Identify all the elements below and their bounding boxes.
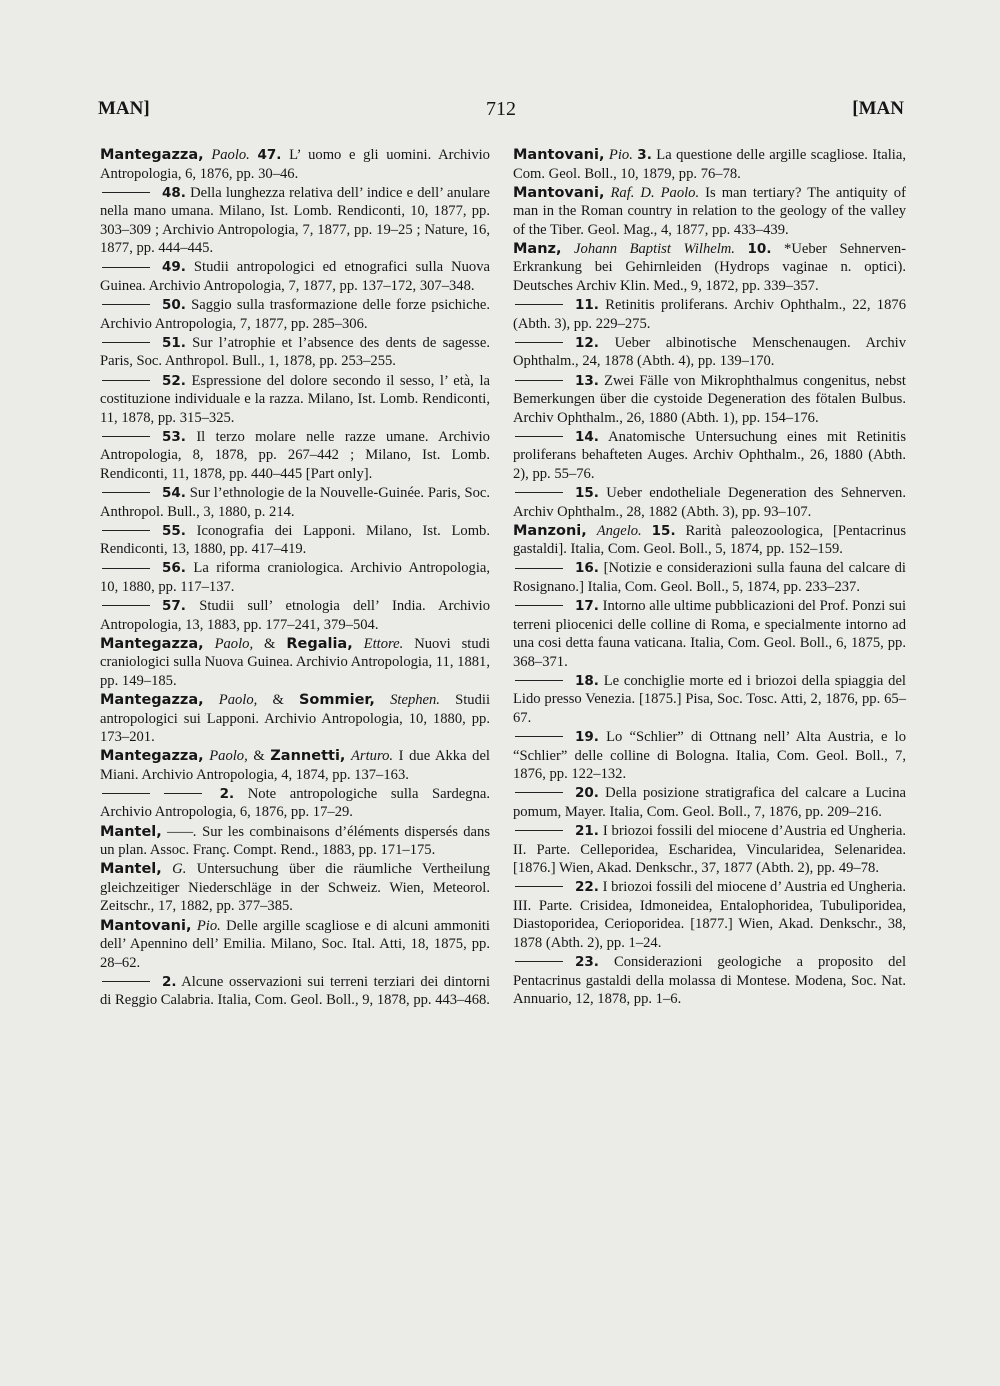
bibliography-entry [513,146,906,183]
entry-number: 49. [162,259,186,276]
entry-number: 22. [575,879,599,896]
coauthor-name: Regalia, [286,635,353,652]
entry-number: 10. [747,240,772,257]
ditto-rule [102,568,150,569]
entry-text: Sur l’ethnologie de la Nouvelle-Guinée. Paris, Soc. Anthropol. Bull., 3, 1880, p. 214. [100,485,490,520]
entry-number: 54. [162,485,186,501]
bibliography-subentry [513,559,906,596]
bibliography-subentry [100,258,490,295]
bibliography-subentry [513,953,906,1009]
ditto-rule [164,793,202,794]
right-column [513,146,906,1009]
entry-number: 23. [575,954,599,971]
header-right: [MAN [852,98,904,119]
entry-number: 3. [637,147,652,163]
author-given-name: Pio. [196,917,221,934]
entry-number: 20. [575,785,599,802]
entry-text: Alcune osservazioni sui terreni terziari dei dintorni di Reggio Calabria. Italia, Com. Geol. Boll., 9, 1878, pp. 443–468. [100,973,491,1009]
author-name: Manz, [513,240,562,257]
ditto-rule [515,736,563,737]
entry-number: 57. [162,598,186,615]
author-name: Mantel, [100,861,162,878]
entry-number: 19. [575,729,599,746]
entry-text: Iconografia dei Lapponi. Milano, Ist. Lomb. Rendiconti, 13, 1880, pp. 417–419. [100,522,490,558]
entry-text: Espressione del dolore secondo il sesso, l’ età, la costituzione individuale e la razza. Milano, Ist. Lomb. Rendiconti, 11, 1878, pp. 315–325. [100,372,490,426]
bibliography-subentry [100,428,490,484]
author-name: Mantovani, [513,184,605,201]
author-given-name: G. [172,861,187,878]
author-given-name: Paolo, [218,691,258,708]
ditto-rule [102,793,150,794]
ditto-rule [102,530,150,531]
author-name: Manzoni, [513,522,587,539]
entry-text: *Ueber Sehnerven-Erkrankung bei Gehirnleiden (Hydrops vaginae n. optici). Deutsches Archiv Klin. Med., 9, 1872, pp. 339–357. [513,240,906,295]
entry-text: Delle argille scagliose e di alcuni ammoniti dell’ Apennino dell’ Emilia. Milano, Soc. Ital. Atti, 18, 1875, pp. 28–62. [100,917,490,971]
ditto-rule [515,380,563,381]
bibliography-subentry [513,822,906,878]
ditto-rule [515,436,563,437]
entry-text: L’ uomo e gli uomini. Archivio Antropologia, 6, 1876, pp. 30–46. [100,147,490,182]
author-name: Mantegazza, [100,748,204,765]
entry-text: Le conchiglie morte ed i briozoi della spiaggia del Lido presso Venezia. [1875.] Pisa, Soc. Tosc. Atti, 2, 1876, pp. 65–67. [513,672,906,726]
entry-number: 15. [575,485,599,501]
entry-text: due Akka del Miani. Archivio Antropologia, 4, 1874, pp. 137–163. [100,748,490,783]
entry-number: I [398,748,404,765]
bibliography-subentry [513,296,906,333]
author-given-name: Raf. D. Paolo. [610,184,700,201]
entry-number: 47. [257,147,282,163]
running-header [98,98,904,128]
ditto-rule [515,680,563,681]
bibliography-entry [100,823,490,860]
entry-number: 13. [575,372,599,389]
entry-text: Saggio sulla trasformazione delle forze psichiche. Archivio Antropologia, 7, 1877, pp. 285–306. [100,297,490,332]
ditto-rule [515,342,563,343]
coauthor-given-name: Stephen. [390,691,440,708]
entry-text: Is man tertiary? The antiquity of man in the Roman country in relation to the geology of the valley of the Tiber. Geol. Mag., 4, 1877, pp. 433–439. [513,184,906,238]
ditto-rule [515,605,563,606]
bibliography-subentry [513,878,906,952]
entry-number: 52. [162,372,186,389]
entry-text: Intorno alle ultime pubblicazioni del Prof. Ponzi sui terreni pliocenici delle colline di Roma, e specialmente intorno ad una cosi detta fauna vaticana. Italia, Com. Geol. Boll., 6, 1875, pp. 368–371. [513,598,906,670]
bibliography-subentry [513,672,906,728]
bibliography-entry [100,860,490,916]
bibliography-entry [100,691,490,747]
entry-text: Ueber endotheliale Degeneration des Sehnerven. Archiv Ophthalm., 28, 1882 (Abth. 3), pp. 93–107. [513,485,906,520]
ditto-rule [102,380,150,381]
ditto-rule [515,830,563,831]
author-given-name: ——. [167,823,197,840]
ditto-rule [515,886,563,887]
bibliography-subentry [100,334,490,371]
entry-text: Della lunghezza relativa dell’ indice e dell’ anulare nella mano umana. Milano, Ist. Lomb. Rendiconti, 10, 1877, pp. 303–309 ; Archivio Antropologia, 7, 1877, pp. 19–25 ; Nature, 16, 1877, pp. 444–445. [100,184,490,257]
bibliography-subentry [513,334,906,371]
entry-text: Retinitis proliferans. Archiv Ophthalm., 22, 1876 (Abth. 3), pp. 229–275. [513,297,906,332]
bibliography-entry [100,917,490,973]
entry-text: Sur les combinaisons d’éléments dispersés dans un plan. Assoc. Franç. Compt. Rend., 1883, pp. 171–175. [100,823,490,859]
bibliography-subentry [100,973,490,1010]
bibliography-subentry [100,597,490,634]
conjunction: & [264,635,276,652]
entry-text: Studii antropologici ed etnografici sulla Nuova Guinea. Archivio Antropologia, 7, 1877, pp. 137–172, 307–348. [100,259,490,295]
bibliography-subentry [100,484,490,521]
author-given-name: Paolo. [211,147,250,163]
bibliography-entry [100,747,490,784]
entry-number: 15. [651,522,676,539]
entry-text: Il terzo molare nelle razze umane. Archivio Antropologia, 8, 1878, pp. 267–442 ; Milano, Ist. Lomb. Rendiconti, 11, 1878, pp. 440–445 [Part only]. [100,428,490,482]
bibliography-subentry [100,522,490,559]
entry-number: 11. [575,297,599,314]
entry-text: Lo “Schlier” di Ottnang nell’ Alta Austria, e lo “Schlier” delle colline di Bologna. Italia, Com. Geol. Boll., 7, 1876, pp. 122–132. [513,729,906,783]
entry-text: Nuovi studi craniologici sulla Nuova Guinea. Archivio Antropologia, 11, 1881, pp. 149–185. [100,635,490,689]
conjunction: & [272,691,284,708]
entry-number: 21. [575,823,599,839]
author-given-name: Pio. [608,147,633,163]
author-given-name: Angelo. [596,522,642,539]
header-left: MAN] [98,98,150,119]
author-name: Mantegazza, [100,691,204,708]
entry-text: La questione delle argille scagliose. Italia, Com. Geol. Boll., 10, 1879, pp. 76–78. [513,147,906,182]
bibliography-subentry [100,184,490,258]
coauthor-name: Zannetti, [270,748,346,765]
entry-text: Anatomische Untersuchung eines mit Retinitis proliferans behafteten Auges. Archiv Ophthalm., 26, 1880 (Abth. 2), pp. 55–76. [513,428,906,482]
bibliography-subentry [513,597,906,671]
ditto-rule [102,436,150,437]
entry-number: 16. [575,560,599,577]
page-number: 712 [486,98,516,120]
entry-text: Considerazioni geologiche a proposito del Pentacrinus gastaldi della molassa di Montese. Modena, Soc. Nat. Annuario, 12, 1878, pp. 1–6. [513,954,906,1008]
entry-text: Studii sull’ etnologia dell’ India. Archivio Antropologia, 13, 1883, pp. 177–241, 379–504. [100,598,490,633]
entry-number: 48. [162,184,186,201]
entry-text: I briozoi fossili del miocene d’Austria ed Ungheria. II. Parte. Celleporidea, Escharidea, Vincularidea, Selenaridea. [1876.] Wien, Akad. Denkschr., 37, 1877 (Abth. 2), pp. 49–78. [513,823,906,877]
ditto-rule [515,568,563,569]
bibliography-subentry [513,784,906,821]
entry-text: I briozoi fossili del miocene d’ Austria ed Ungheria. III. Parte. Crisidea, Idmoneidea, Entalophoridea, Tubuliporidea, Diastoporidea, Cerioporidea. [1877.] Wien, Akad. Denkschr., 38, 1878 (Abth. 2), pp. 1–24. [513,879,906,951]
entry-text: Ueber albinotische Menschenaugen. Archiv Ophthalm., 24, 1878 (Abth. 4), pp. 139–170. [513,334,906,370]
entry-text: Studii antropologici sui Lapponi. Archivio Antropologia, 10, 1880, pp. 173–201. [100,691,490,746]
bibliography-entry [513,240,906,296]
bibliography-entry [100,635,490,691]
ditto-rule [102,267,150,268]
entry-number: 18. [575,672,599,689]
ditto-rule [515,304,563,305]
entry-text: La riforma craniologica. Archivio Antropologia, 10, 1880, pp. 117–137. [100,560,490,595]
author-given-name: Johann Baptist Wilhelm. [574,240,735,257]
ditto-rule [515,492,563,493]
entry-text: Zwei Fälle von Mikrophthalmus congenitus, nebst Bemerkungen über die cystoide Degeneration des fötalen Bulbus. Archiv Ophthalm., 26, 1880 (Abth. 1), pp. 154–176. [513,372,906,426]
entry-number: 17. [575,598,599,615]
author-name: Mantegazza, [100,635,204,652]
entry-number: 55. [162,522,186,539]
left-column [100,146,490,1010]
entry-number: 2. [219,785,235,802]
bibliography-subentry [513,728,906,784]
entry-number: 56. [162,560,186,577]
entry-number: 2. [162,973,177,990]
coauthor-name: Sommier, [298,691,375,708]
entry-text: Della posizione stratigrafica del calcare a Lucina pomum, Mayer. Italia, Com. Geol. Boll., 7, 1876, pp. 209–216. [513,785,906,820]
bibliography-subentry [100,372,490,428]
bibliography-subentry [513,372,906,428]
entry-number: 14. [575,428,599,445]
ditto-rule [515,792,563,793]
entry-text: [Notizie e considerazioni sulla fauna del calcare di Rosignano.] Italia, Com. Geol. Boll., 5, 1874, pp. 233–237. [513,560,906,595]
bibliography-entry [513,522,906,559]
ditto-rule [102,304,150,305]
author-name: Mantel, [100,823,162,840]
ditto-rule [515,961,563,962]
entry-text: Rarità paleozoologica, [Pentacrinus gastaldi]. Italia, Com. Geol. Boll., 5, 1874, pp. 152–159. [513,522,907,558]
entry-number: 50. [162,297,186,314]
ditto-rule [102,192,150,193]
bibliography-entry [100,146,490,183]
bibliography-subentry [513,484,906,521]
bibliography-subentry [513,428,906,484]
author-given-name: Paolo, [209,748,248,765]
bibliography-subentry [100,296,490,333]
bibliography-entry [513,184,906,240]
conjunction: & [253,748,265,765]
entry-number: 51. [162,334,186,351]
entry-text: Untersuchung über die räumliche Vertheilung gleichzeitiger Niederschläge in der Schweiz. Wien, Meteorol. Zeitschr., 17, 1882, pp. 377–385. [100,861,490,915]
entry-text: Note antropologiche sulla Sardegna. Archivio Antropologia, 6, 1876, pp. 17–29. [100,785,490,821]
entry-text: Sur l’atrophie et l’absence des dents de sagesse. Paris, Soc. Anthropol. Bull., 1, 1878, pp. 253–255. [100,334,490,370]
ditto-rule [102,342,150,343]
entry-number: 53. [162,428,186,445]
author-name: Mantegazza, [100,147,204,163]
coauthor-given-name: Ettore. [363,635,404,652]
author-name: Mantovani, [513,147,605,163]
coauthor-given-name: Arturo. [351,748,394,765]
ditto-rule [102,981,150,982]
bibliography-subentry [100,785,490,822]
entry-number: 12. [575,334,599,351]
author-given-name: Paolo, [214,635,254,652]
ditto-rule [102,492,150,493]
bibliography-subentry [100,559,490,596]
author-name: Mantovani, [100,917,192,934]
ditto-rule [102,605,150,606]
